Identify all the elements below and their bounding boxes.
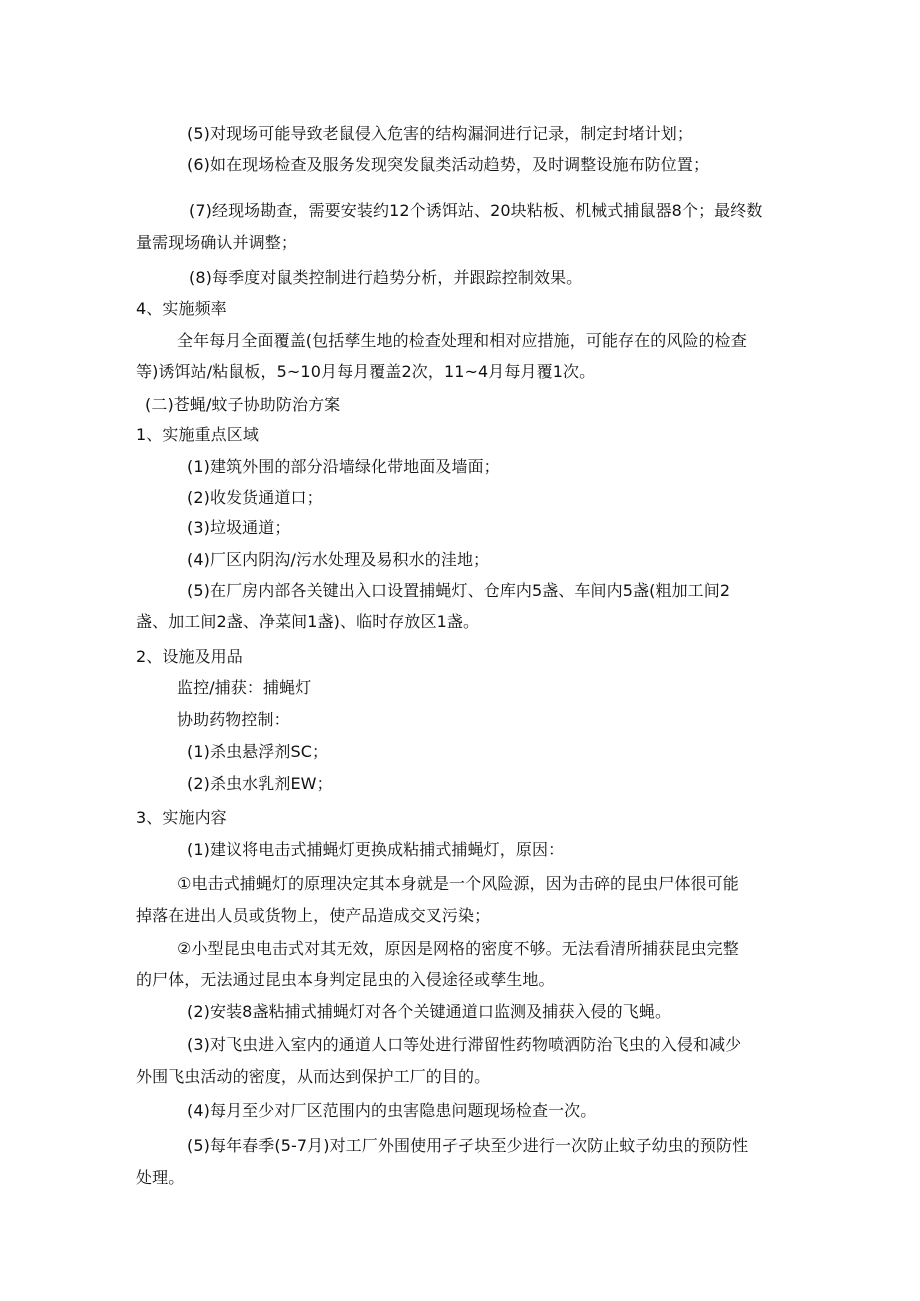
section-heading: 4、实施频率 — [136, 299, 227, 318]
text-line: (5)对现场可能导致老鼠侵入危害的结构漏洞进行记录，制定封堵计划； — [187, 124, 693, 143]
text-line: (8)每季度对鼠类控制进行趋势分析，并跟踪控制效果。 — [189, 268, 583, 287]
text-line: 监控/捕获：捕蝇灯 — [177, 678, 312, 697]
text-line: (1)建议将电击式捕蝇灯更换成粘捕式捕蝇灯，原因： — [187, 840, 565, 859]
text-line: (2)杀虫水乳剂EW； — [187, 774, 333, 793]
text-line: (2)安装8盏粘捕式捕蝇灯对各个关键通道口监测及捕获入侵的飞蝇。 — [187, 1002, 672, 1021]
text-line: 的尸体，无法通过昆虫本身判定昆虫的入侵途径或孳生地。 — [136, 970, 555, 989]
text-line: 处理。 — [136, 1168, 185, 1187]
text-line: 等)诱饵站/粘鼠板，5~10月每月覆盖2次，11~4月每月覆1次。 — [136, 362, 596, 381]
text-line: ②小型昆虫电击式对其无效，原因是网格的密度不够。无法看清所捕获昆虫完整 — [177, 939, 739, 958]
section-heading: 1、实施重点区域 — [136, 425, 259, 444]
text-line: (1)建筑外围的部分沿墙绿化带地面及墙面； — [187, 457, 500, 476]
text-line: (4)每月至少对厂区范围内的虫害隐患问题现场检查一次。 — [187, 1101, 597, 1120]
subsection-heading: (二)苍蝇/蚊子协助防治方案 — [145, 395, 341, 414]
text-line: 掉落在进出人员或货物上，使产品造成交叉污染； — [136, 906, 491, 925]
text-line: (3)对飞虫进入室内的通道人口等处进行滞留性药物喷洒防治飞虫的入侵和减少 — [187, 1035, 742, 1054]
text-line: (5)每年春季(5-7月)对工厂外围使用孑孑块至少进行一次防止蚊子幼虫的预防性 — [187, 1136, 749, 1155]
text-line: 全年每月全面覆盖(包括孳生地的检查处理和相对应措施，可能存在的风险的检查 — [177, 331, 747, 350]
section-heading: 2、设施及用品 — [136, 647, 243, 666]
text-line: 盏、加工间2盏、净菜间1盏)、临时存放区1盏。 — [136, 612, 480, 631]
text-line: 协助药物控制： — [177, 710, 290, 729]
text-line: 量需现场确认并调整； — [136, 233, 298, 252]
text-line: (2)收发货通道口； — [187, 488, 323, 507]
text-line: (4)厂区内阴沟/污水处理及易积水的洼地； — [187, 550, 490, 569]
text-line: (3)垃圾通道； — [187, 518, 291, 537]
text-line: 外围飞虫活动的密度，从而达到保护工厂的目的。 — [136, 1067, 491, 1086]
text-line: (6)如在现场检查及服务发现突发鼠类活动趋势，及时调整设施布防位置； — [187, 155, 710, 174]
text-line: (1)杀虫悬浮剂SC； — [187, 742, 329, 761]
text-line: ①电击式捕蝇灯的原理决定其本身就是一个风险源，因为击碎的昆虫尸体很可能 — [177, 874, 739, 893]
text-line: (5)在厂房内部各关键出入口设置捕蝇灯、仓库内5盏、车间内5盏(粗加工间2 — [187, 581, 731, 600]
section-heading: 3、实施内容 — [136, 808, 227, 827]
text-line: (7)经现场勘查，需要安装约12个诱饵站、20块粘板、机械式捕鼠器8个；最终数 — [189, 201, 763, 220]
